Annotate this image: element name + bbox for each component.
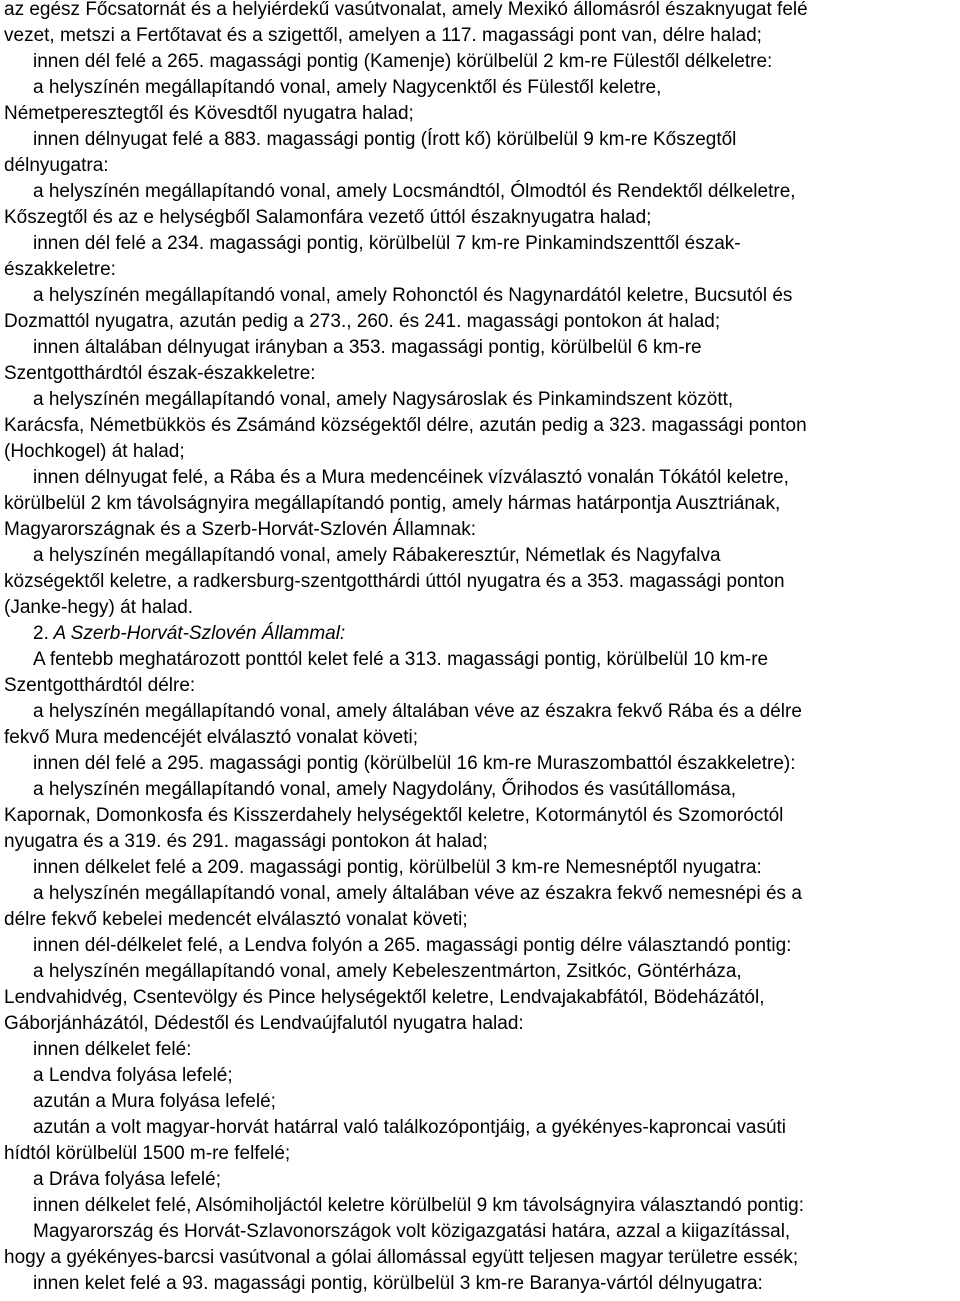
line-text: innen délnyugat felé, a Rába és a Mura medencéinek vízválasztó vonalán Tókától keletre, (33, 467, 789, 488)
text-line (4, 543, 956, 569)
section-heading (4, 621, 956, 647)
line-text: a helyszínén megállapítandó vonal, amely Locsmándtól, Ólmodtól és Rendektől délkeletre, (33, 181, 796, 202)
line-text: Gáborjánházától, Dédestől és Lendvaújfalutól nyugatra halad: (4, 1013, 524, 1034)
line-text: Magyarországnak és a Szerb-Horvát-Szlovén Államnak: (4, 519, 477, 540)
text-line (4, 49, 956, 75)
section-heading-text: A Szerb-Horvát-Szlovén Állammal: (53, 623, 346, 644)
text-line (4, 777, 956, 803)
line-text: a helyszínén megállapítandó vonal, amely Kebeleszentmárton, Zsitkóc, Göntérháza, (33, 961, 742, 982)
line-text: innen délkelet felé, Alsómiholjáctól keletre körülbelül 9 km távolságnyira választandó pontig: (33, 1195, 804, 1216)
text-line (4, 0, 956, 23)
text-line (4, 1219, 956, 1245)
text-line (4, 829, 956, 855)
line-text: (Hochkogel) át halad; (4, 441, 185, 462)
line-text: fekvő Mura medencéjét elválasztó vonalat követi; (4, 727, 418, 748)
line-text: a helyszínén megállapítandó vonal, amely általában véve az északra fekvő Rába és a délre (33, 701, 802, 722)
text-line (4, 361, 956, 387)
text-line (4, 1271, 956, 1297)
text-line (4, 673, 956, 699)
text-line (4, 1063, 956, 1089)
text-line (4, 1037, 956, 1063)
text-line (4, 1193, 956, 1219)
line-text: innen dél felé a 265. magassági pontig (Kamenje) körülbelül 2 km-re Fülestől délkeletre: (33, 51, 773, 72)
text-line (4, 205, 956, 231)
line-text: Karácsfa, Németbükkös és Zsámánd községektől délre, azután pedig a 323. magassági ponton (4, 415, 807, 436)
text-line (4, 1115, 956, 1141)
line-text: innen dél felé a 234. magassági pontig, körülbelül 7 km-re Pinkamindszenttől észak- (33, 233, 741, 254)
line-text: a helyszínén megállapítandó vonal, amely általában véve az északra fekvő nemesnépi és a (33, 883, 802, 904)
line-text: hogy a gyékényes-barcsi vasútvonal a gólai állomással együtt teljesen magyar területre essék; (4, 1247, 799, 1268)
line-text: (Janke-hegy) át halad. (4, 597, 194, 618)
text-line (4, 387, 956, 413)
text-line (4, 725, 956, 751)
text-line (4, 699, 956, 725)
text-line (4, 647, 956, 673)
line-text: az egész Főcsatornát és a helyiérdekű vasútvonalat, amely Mexikó állomásról északnyugat felé (4, 0, 808, 20)
text-line (4, 413, 956, 439)
line-text: hídtól körülbelül 1500 m-re felfelé; (4, 1143, 291, 1164)
text-line (4, 283, 956, 309)
text-line (4, 855, 956, 881)
line-text: Kőszegtől és az e helységből Salamonfára vezető úttól északnyugatra halad; (4, 207, 652, 228)
text-line (4, 231, 956, 257)
line-text: délnyugatra: (4, 155, 109, 176)
text-line (4, 439, 956, 465)
text-line (4, 1167, 956, 1193)
text-line (4, 465, 956, 491)
line-text: innen kelet felé a 93. magassági pontig, körülbelül 3 km-re Baranya-vártól délnyugatra: (33, 1273, 763, 1294)
line-text: innen dél-délkelet felé, a Lendva folyón a 265. magassági pontig délre választandó pontig: (33, 935, 792, 956)
line-text: északkeletre: (4, 259, 116, 280)
text-line (4, 595, 956, 621)
line-text: a helyszínén megállapítandó vonal, amely Nagydolány, Őrihodos és vasútállomása, (33, 779, 737, 800)
text-line (4, 127, 956, 153)
text-line (4, 569, 956, 595)
line-text: azután a volt magyar-horvát határral való találkozópontjáig, a gyékényes-kaproncai vasúti (33, 1117, 787, 1138)
line-text: azután a Mura folyása lefelé; (33, 1091, 276, 1112)
line-text: innen dél felé a 295. magassági pontig (körülbelül 16 km-re Muraszombattól északkeletre): (33, 753, 796, 774)
text-line (4, 23, 956, 49)
line-text: a helyszínén megállapítandó vonal, amely Rohonctól és Nagynardától keletre, Bucsutól és (33, 285, 793, 306)
line-text: innen délnyugat felé a 883. magassági pontig (Írott kő) körülbelül 9 km-re Kőszegtől (33, 129, 737, 150)
text-line (4, 75, 956, 101)
line-text: délre fekvő kebelei medencét elválasztó vonalat követi; (4, 909, 468, 930)
line-text: nyugatra és a 319. és 291. magassági pontokon át halad; (4, 831, 488, 852)
text-line (4, 881, 956, 907)
line-text: innen általában délnyugat irányban a 353. magassági pontig, körülbelül 6 km-re (33, 337, 702, 358)
line-text: Szentgotthárdtól észak-északkeletre: (4, 363, 316, 384)
line-text: innen délkelet felé a 209. magassági pontig, körülbelül 3 km-re Nemesnéptől nyugatra: (33, 857, 762, 878)
text-line (4, 933, 956, 959)
text-line (4, 179, 956, 205)
text-line (4, 1245, 956, 1271)
line-text: községektől keletre, a radkersburg-szentgotthárdi úttól nyugatra és a 353. magassági ponton (4, 571, 785, 592)
line-text: a helyszínén megállapítandó vonal, amely Nagysároslak és Pinkamindszent között, (33, 389, 734, 410)
line-text: a helyszínén megállapítandó vonal, amely Nagycenktől és Fülestől keletre, (33, 77, 662, 98)
line-text: Kapornak, Domonkosfa és Kisszerdahely helységektől keletre, Kotormánytól és Szomoróctól (4, 805, 784, 826)
text-line (4, 751, 956, 777)
line-text: Magyarország és Horvát-Szlavonországok volt közigazgatási határa, azzal a kiigazítással, (33, 1221, 791, 1242)
line-text: körülbelül 2 km távolságnyira megállapítandó pontig, amely hármas határpontja Ausztriának, (4, 493, 781, 514)
line-text: Lendvahidvég, Csentevölgy és Pince helységektől keletre, Lendvajakabfától, Bödeházától, (4, 987, 765, 1008)
line-text: Németperesztegtől és Kövesdtől nyugatra halad; (4, 103, 414, 124)
text-line (4, 985, 956, 1011)
line-text: a Lendva folyása lefelé; (33, 1065, 233, 1086)
line-text: a helyszínén megállapítandó vonal, amely Rábakeresztúr, Németlak és Nagyfalva (33, 545, 721, 566)
text-line (4, 517, 956, 543)
text-line (4, 153, 956, 179)
line-text: Szentgotthárdtól délre: (4, 675, 196, 696)
text-line (4, 1011, 956, 1037)
text-line (4, 257, 956, 283)
line-text: Dozmattól nyugatra, azután pedig a 273., 260. és 241. magassági pontokon át halad; (4, 311, 721, 332)
text-line (4, 309, 956, 335)
text-line (4, 101, 956, 127)
line-text: a Dráva folyása lefelé; (33, 1169, 221, 1190)
text-line (4, 491, 956, 517)
text-line (4, 959, 956, 985)
text-line (4, 803, 956, 829)
line-text: A fentebb meghatározott ponttól kelet felé a 313. magassági pontig, körülbelül 10 km-re (33, 649, 769, 670)
line-text: innen délkelet felé: (33, 1039, 192, 1060)
text-line (4, 1141, 956, 1167)
text-line (4, 1089, 956, 1115)
text-line (4, 335, 956, 361)
line-text: vezet, metszi a Fertőtavat és a szigettől, amelyen a 117. magassági pont van, délre halad; (4, 25, 762, 46)
section-number: 2. (33, 623, 49, 644)
text-line (4, 907, 956, 933)
